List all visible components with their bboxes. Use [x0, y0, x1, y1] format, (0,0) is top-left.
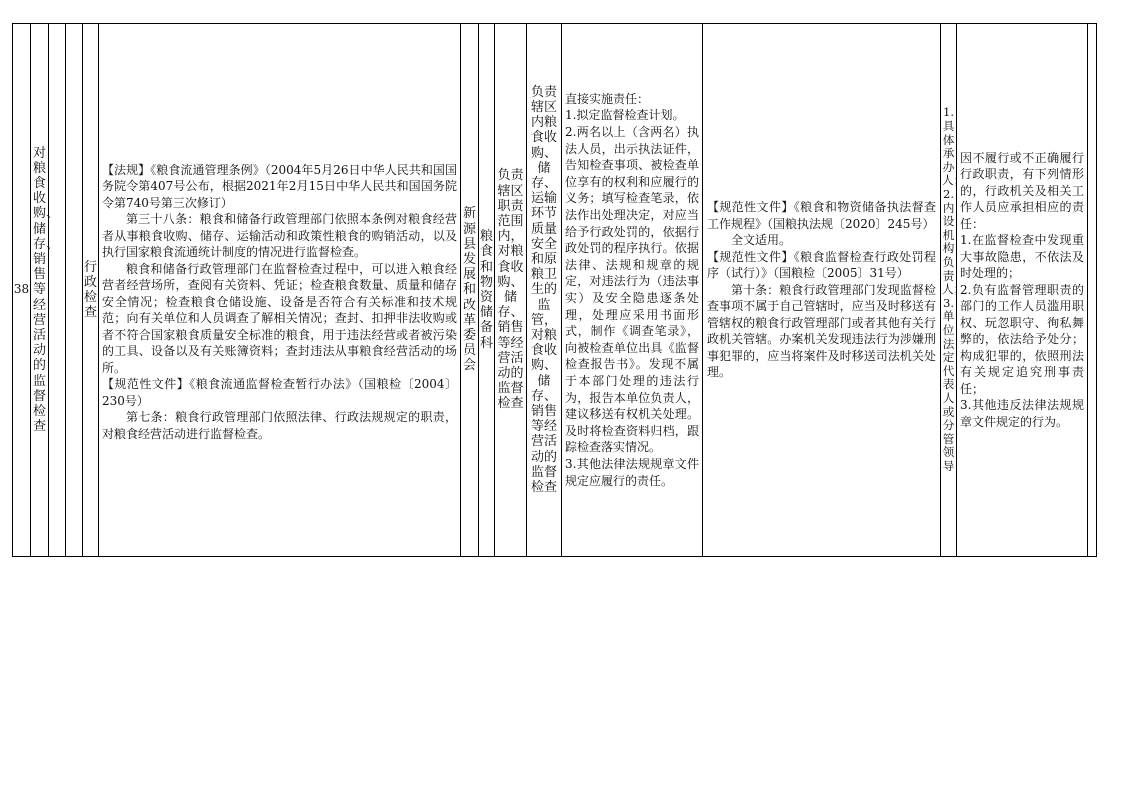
power-list-table: [12, 23, 1097, 557]
responsible-scope: 负责辖区职责范围内，对粮食收购、储存、销售等经营活动的监督检查: [497, 168, 524, 412]
resp-basis-doc1-note: 全文适用。: [731, 233, 792, 248]
basis-norm-label: 【规范性文件】《粮食流通监督检查暂行办法》（国粮检〔2004〕230号）: [102, 377, 457, 408]
basis-article-38: 第三十八条：粮食和储备行政管理部门依照本条例对粮食经营者从事粮食收购、储存、运输活动和政策性粮食的购销活动，以及执行国家粮食流通统计制度的情况进行监督检查。: [102, 212, 457, 260]
resp-basis-article-10: 第十条：粮食行政管理部门发现监督检查事项不属于自己管辖时，应当及时移送有管辖权的粮食行政管理部门或者其他有关行政机关管辖。办案机关发现违法行为涉嫌刑事犯罪的，应当将案件及时移送司法机关处理。: [707, 282, 936, 380]
responsibility-items: 直接实施责任： 1.拟定监督检查计划。 2.两名以上（含两名）执法人员，出示执法证件，告知检查事项、被检查单位享有的权利和应履行的义务；填写检查笔录，依法作出处理决定，对应当给予行政处罚的，依据行政处罚的程序执行。依据法律、法规和规章的规定，对违法行为（违法事实）及安全隐患逐条处理，处理应采用书面形式，制作《调查笔录》，向被检查单位出具《监督检查报告书》。发现不属于本部门处理的违法行为，报告本单位负责人，建议移送有权机关处理。及时将检查资料归档，跟踪检查落实情况。 3.其他法律法规规章文件规定应履行的责任。: [565, 91, 699, 488]
internal-office-cell: [478, 24, 494, 556]
responsibility-subject: 负责辖区内粮食收购、储存、运输环节质量安全和原粮卫生的监管，对粮食收购、储存、销售等经营活动的监督检查: [530, 84, 557, 496]
responsible-scope-cell: [494, 24, 526, 556]
resp-basis-doc1: 【规范性文件】《粮食和物资储备执法督查工作规程》（国粮执法规〔2020〕245号）: [707, 200, 936, 231]
contact-person: 1.具体承办人；2.内设机构负责人；3.单位法定代表人或分管领导: [942, 105, 966, 473]
item-name: 对粮食收购、储存、销售等经营活动的监督检查: [33, 145, 60, 435]
item-name-cell: [30, 24, 60, 556]
resp-basis-doc2: 【规范性文件】《粮食监督检查行政处罚程序（试行）》（国粮检〔2005〕31号）: [707, 249, 936, 281]
implementing-body: 新源县发展和改革委员会: [463, 206, 477, 374]
power-type: 行政检查: [84, 259, 98, 321]
accountability: 因不履行或不正确履行行政职责，有下列情形的，行政机关及相关工作人员应承担相应的责任： 1.在监督检查中发现重大事故隐患，不依法及时处理的； 2.负有监督管理职责的部门的工作人员滥用职权、玩忽职守、徇私舞弊的，依法给予处分；构成犯罪的，依照刑法有关规定追究刑事责任； 3.其他违反法律法规规章文件规定的行为。: [960, 150, 1084, 429]
implementing-body-cell: [460, 24, 478, 556]
responsibility-subject-cell: [526, 24, 561, 556]
responsibility-basis-cell: [702, 24, 940, 556]
sub-item-cell: [48, 24, 65, 556]
accountability-cell: [956, 24, 1087, 556]
basis-article-38-b: 粮食和储备行政管理部门在监督检查过程中，可以进入粮食经营者经营场所，查阅有关资料、凭证；检查粮食数量、质量和储存安全情况；检查粮食仓储设施、设备是否符合有关标准和技术规范；向有关单位和人员调查了解相关情况；查封、扣押非法收购或者不符合国家粮食质量安全标准的粮食，用于违法经营或者被污染的工具、设备以及有关账簿资料；查封违法从事粮食经营活动的场所。: [102, 261, 457, 375]
sub-item-cell-2: [65, 24, 82, 556]
internal-office: 粮食和物资储备科: [480, 229, 494, 351]
row-number: 38: [13, 282, 30, 297]
contact-person-cell: [940, 24, 966, 556]
basis-law-label: 【法规】《粮食流通管理条例》（2004年5月26日中华人民共和国国务院令第407号公布，根据2021年2月15日中华人民共和国国务院令第740号第三次修订）: [102, 162, 457, 210]
basis-cell: [98, 24, 460, 556]
row-number-cell: [13, 24, 30, 556]
responsibility-items-cell: [561, 24, 702, 556]
basis-article-7: 第七条：粮食行政管理部门依照法律、行政法规规定的职责，对粮食经营活动进行监督检查。: [102, 410, 457, 441]
remark-cell: [1087, 24, 1097, 556]
power-type-cell: [82, 24, 98, 556]
